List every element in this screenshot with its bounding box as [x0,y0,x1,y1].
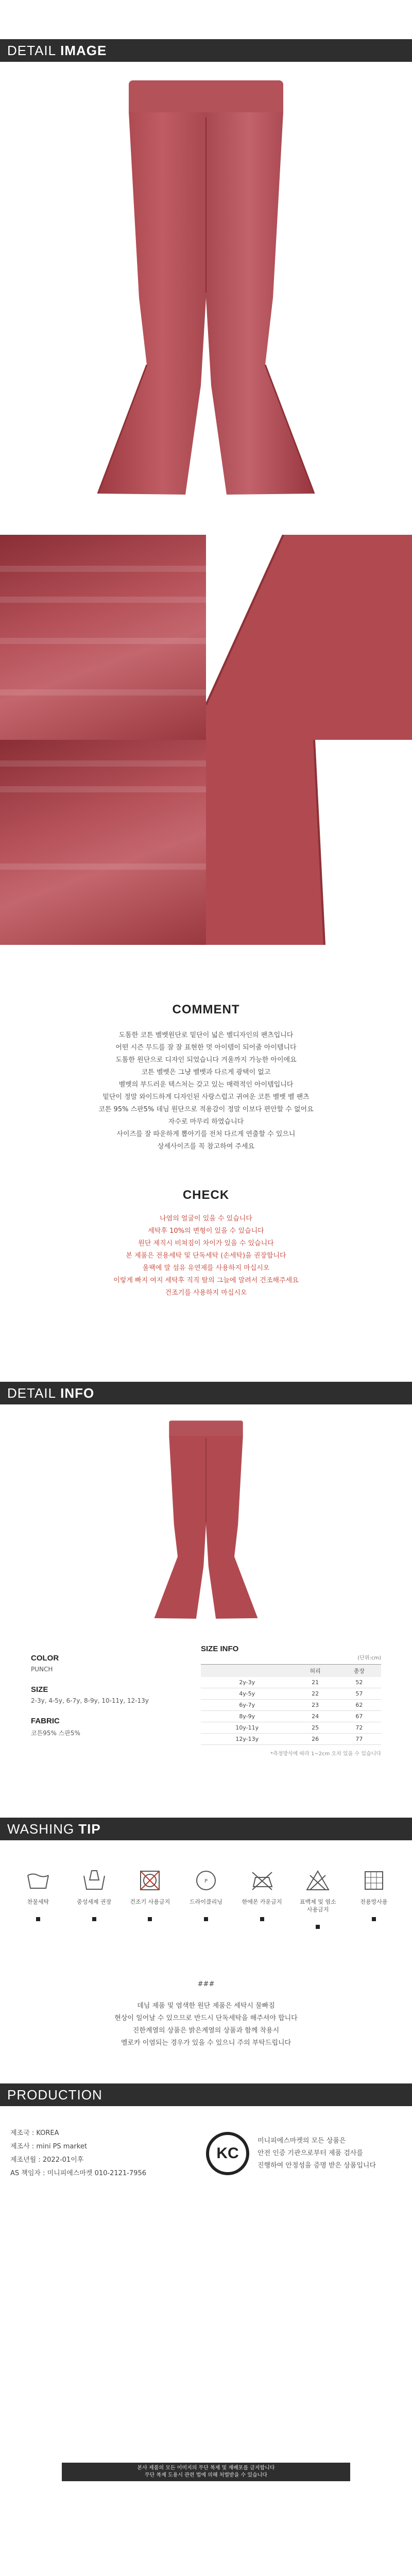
fabric-value: 코튼95% 스판5% [31,1730,80,1737]
size-cell: 10y-11y [201,1722,294,1734]
main-product-image [0,76,412,504]
check-line: 건조기를 사용하지 마십시오 [165,1289,247,1297]
production-line: AS 책임자 : 미니피에스마켓 010-2121-7956 [10,2170,146,2177]
hem-swatch [206,535,412,740]
size-cell: 2y-3y [201,1677,294,1688]
size-value: 2-3y, 4-5y, 6-7y, 8-9y, 10-11y, 12-13y [31,1697,149,1704]
wash-note: 진한계열의 상품은 밝은계열의 상품과 함께 착용시 [132,2027,280,2035]
washing-icons [0,1866,412,1929]
washing-stars: ### [197,1980,215,1988]
wash-item [73,1866,116,1929]
comment-title: COMMENT [172,1003,240,1016]
comment-line: 도톰한 원단으로 디자인 되었습니다 겨울까지 가능한 아이에요 [115,1056,297,1064]
closeup-hem [206,535,412,740]
wash-item [184,1866,228,1929]
kc-line: 진행하여 안정성을 증명 받은 상품입니다 [258,2162,376,2170]
size-label: SIZE [31,1685,48,1694]
comment-line: 도톰한 코튼 벨벳원단로 밑단이 넓은 벨디자인의 팬츠입니다 [118,1031,294,1039]
production-block [0,2127,412,2180]
fabric-label: FABRIC [31,1717,60,1725]
size-cell: 12y-13y [201,1734,294,1745]
wash-label: 한에몬 카운금지 [242,1899,282,1905]
wash-label: 드라이클리닝 [190,1899,222,1905]
size-header: 총장 [337,1665,381,1677]
size-info-title: SIZE INFO [201,1645,239,1653]
check-text [0,1213,412,1299]
header-thin: PRODUCTION [7,2087,102,2103]
detail-image-header [0,39,412,62]
comment-line: 사이즈를 잘 따운하게 뽑아기를 전처 다르게 연출할 수 있으니 [116,1130,296,1138]
comment-line: 코튼 벨벳은 그냥 벨벳과 다르게 광택이 없고 [141,1069,271,1076]
header-thin: DETAIL [7,42,57,58]
production-header [0,2083,412,2106]
kc-text [258,2135,376,2172]
washing-notes [0,2000,412,2049]
check-line: 이렇게 빠지 여지 세탁후 직직 탈의 그늘에 말려서 건조해주세요 [113,1277,299,1284]
no-tumble-dry-icon [128,1866,171,1895]
check-line: 울팩에 말 섬유 유연제를 사용하지 마십시오 [142,1264,270,1272]
info-block [0,1645,412,1757]
size-cell: 4y-5y [201,1688,294,1700]
table-row [201,1711,381,1722]
flare-pants-image [88,76,324,504]
no-bleach-icon [296,1866,339,1895]
hand-wash-icon [16,1866,60,1895]
production-line: 제조사 : mini PS market [10,2143,87,2150]
kc-line: 미니피에스마켓의 모든 상품은 [258,2137,346,2145]
detail-info-header [0,1382,412,1404]
wash-item [352,1866,396,1929]
wash-note: 옐로카 이염되는 경우가 있을 수 있으니 주의 부탁드립니다 [121,2039,291,2047]
production-list [10,2127,206,2180]
comment-line: 벨벳의 부드러운 텍스처는 갖고 있는 매력적인 아이템입니다 [118,1081,294,1089]
kc-line: 안전 인증 기관으로부터 제품 검사를 [258,2149,363,2157]
waist-cell: 21 [294,1677,337,1688]
wash-label: 찬물세탁 [27,1899,49,1905]
size-header [201,1665,294,1677]
check-line: 원단 제직시 비쳐짐이 차이가 있을 수 있습니다 [138,1240,274,1247]
closeup-seam [206,740,412,945]
table-row [201,1688,381,1700]
table-row [201,1677,381,1688]
wash-note: 데님 제품 및 염색한 원단 제품은 세탁시 물빠짐 [137,2002,275,2010]
waist-cell: 25 [294,1722,337,1734]
comment-line: 상세사이즈를 꼭 참고하여 주세요 [157,1143,255,1150]
header-bold: TIP [78,1821,101,1837]
waist-cell: 23 [294,1700,337,1711]
size-cell: 8y-9y [201,1711,294,1722]
comment-line: 어떤 시즌 무드를 잘 잘 표현한 멋 아이템이 되어줄 아이템니다 [115,1044,297,1052]
washing-tip-header [0,1818,412,1840]
check-line: 세탁후 10%의 변형이 있을 수 있습니다 [148,1227,264,1235]
wash-item [296,1866,339,1929]
table-row [201,1722,381,1734]
copyright-footer [62,2463,350,2481]
kc-mark-text: KC [216,2145,239,2162]
size-table [201,1664,381,1745]
info-left [31,1645,201,1757]
wash-item [128,1866,171,1929]
detail-closeups [0,535,412,945]
check-title: CHECK [182,1188,230,1202]
size-header: 허리 [294,1665,337,1677]
comment-text [0,1029,412,1153]
production-line: 제조국 : KOREA [10,2129,59,2137]
comment-line: 자수로 마무리 하였습니다 [168,1118,244,1126]
header-bold: INFO [60,1385,95,1401]
dry-clean-icon [184,1866,228,1895]
kc-block [206,2127,376,2180]
header-bold: IMAGE [60,42,107,58]
neutral-detergent-icon [73,1866,116,1895]
table-row [201,1734,381,1745]
length-cell: 52 [337,1677,381,1688]
footer-line: 무단 복제 도용시 관련 법에 의해 처벌받을 수 있습니다 [145,2472,267,2478]
wash-label: 전용망사용 [360,1899,388,1905]
waist-cell: 26 [294,1734,337,1745]
color-value: PUNCH [31,1666,53,1673]
size-info [201,1645,381,1757]
wash-item [16,1866,60,1929]
comment-line: 밑단이 정말 와이드하게 디자인된 사랑스럽고 귀여운 코튼 벨벳 벨 팬츠 [102,1093,310,1101]
closeup-waist [0,535,206,740]
info-product-image [0,1418,412,1624]
check-line: 본 제품은 전용세탁 및 단독세탁 (손세탁)을 권장합니다 [126,1252,286,1260]
size-cell: 6y-7y [201,1700,294,1711]
footer-line: 본사 제품의 모든 이미지의 무단 복제 및 재배포를 금지합니다 [137,2465,275,2471]
wash-item [241,1866,284,1929]
length-cell: 67 [337,1711,381,1722]
wash-label: 표백제 및 염소 사용금지 [299,1899,336,1913]
table-row [201,1700,381,1711]
size-unit: (단위:cm) [357,1655,381,1661]
comment-line: 코튼 95% 스판5% 데님 원단으로 적용감이 정말 이보다 편안할 수 없어요 [98,1106,314,1113]
production-line: 제조년월 : 2022-01이후 [10,2156,84,2164]
color-label: COLOR [31,1654,59,1663]
size-note: *측정방식에 따라 1~2cm 오차 있을 수 있습니다 [270,1751,381,1757]
wash-note: 현상이 일어날 수 있으므로 반드시 단독세탁을 해주셔야 합니다 [114,2014,298,2022]
kc-mark-icon [206,2132,249,2175]
wash-label: 중성세제 권장 [77,1899,112,1905]
header-thin: DETAIL [7,1385,57,1401]
length-cell: 57 [337,1688,381,1700]
length-cell: 72 [337,1722,381,1734]
header-thin: WASHING [7,1821,75,1837]
no-iron-icon [241,1866,284,1895]
seam-swatch [206,740,412,945]
length-cell: 77 [337,1734,381,1745]
check-line: 나염의 얼굴이 있을 수 있습니다 [160,1215,252,1223]
flare-pants-thumbnail [149,1418,263,1624]
length-cell: 62 [337,1700,381,1711]
closeup-pocket [0,740,206,945]
svg-text:P: P [204,1878,208,1884]
wash-label: 건조기 사용금지 [130,1899,170,1905]
waist-cell: 24 [294,1711,337,1722]
waist-cell: 22 [294,1688,337,1700]
net-wash-icon [352,1866,396,1895]
